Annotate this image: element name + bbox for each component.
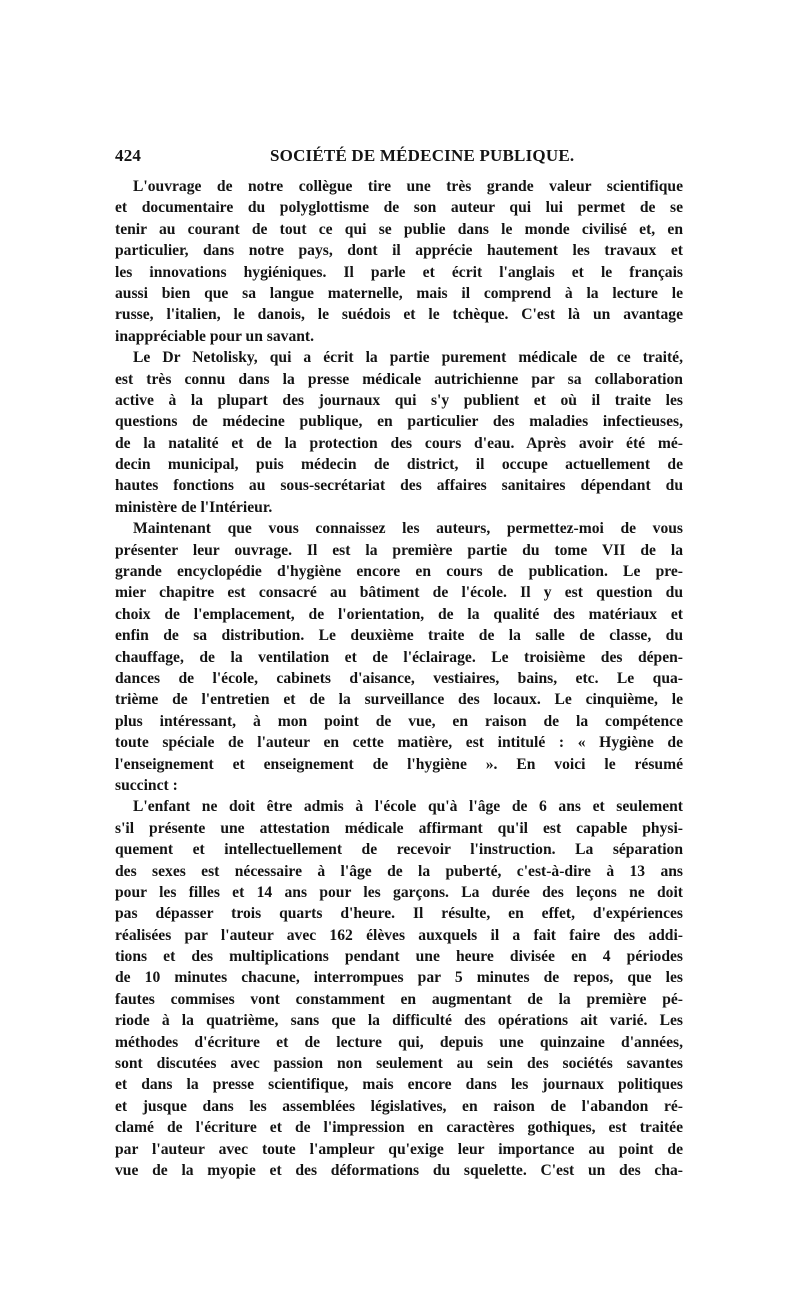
text-line: active à la plupart des journaux qui s'y publient et où il traite les bbox=[115, 391, 683, 409]
text-line: russe, l'italien, le danois, le suédois et le tchèque. C'est là un avantage bbox=[115, 306, 683, 324]
text-line: hautes fonctions au sous-secrétariat des affaires sanitaires dépendant du bbox=[115, 477, 683, 495]
text-line: et jusque dans les assemblées législatives, en raison de l'abandon ré- bbox=[115, 1097, 683, 1115]
text-line: riode à la quatrième, sans que la difficulté des opérations ait varié. Les bbox=[115, 1012, 683, 1030]
text-line: plus intéressant, à mon point de vue, en raison de la compétence bbox=[115, 712, 683, 730]
text-line: clamé de l'écriture et de l'impression en caractères gothiques, est traitée bbox=[115, 1119, 683, 1137]
text-line: L'ouvrage de notre collègue tire une très grande valeur scientifique bbox=[133, 178, 683, 195]
text-line: l'enseignement et enseignement de l'hygiène ». En voici le résumé bbox=[115, 755, 683, 773]
text-line: des sexes est nécessaire à l'âge de la puberté, c'est-à-dire à 13 ans bbox=[115, 862, 683, 880]
text-line: choix de l'emplacement, de l'orientation, de la qualité des matériaux et bbox=[115, 605, 683, 623]
text-line: sont discutées avec passion non seulement au sein des sociétés savantes bbox=[115, 1055, 683, 1073]
text-line: de 10 minutes chacune, interrompues par 5 minutes de repos, que les bbox=[115, 969, 683, 987]
text-line: vue de la myopie et des déformations du squelette. C'est un des cha- bbox=[115, 1161, 683, 1179]
text-line: chauffage, de la ventilation et de l'éclairage. Le troisième des dépen- bbox=[115, 648, 683, 666]
text-line: Le Dr Netolisky, qui a écrit la partie purement médicale de ce traité, bbox=[133, 349, 683, 367]
body-text bbox=[115, 176, 683, 1181]
text-line: trième de l'entretien et de la surveillance des locaux. Le cinquième, le bbox=[115, 691, 683, 709]
text-line: les innovations hygiéniques. Il parle et écrit l'anglais et le français bbox=[115, 263, 683, 281]
text-line: questions de médecine publique, en particulier des maladies infectieuses, bbox=[115, 413, 683, 431]
text-line: pas dépasser trois quarts d'heure. Il résulte, en effet, d'expériences bbox=[115, 905, 683, 923]
text-line: Maintenant que vous connaissez les auteurs, permettez-moi de vous bbox=[133, 520, 683, 538]
text-line: inappréciable pour un savant. bbox=[115, 327, 315, 345]
text-line: et documentaire du polyglottisme de son auteur qui lui permet de se bbox=[115, 199, 683, 217]
page-number: 424 bbox=[115, 146, 142, 165]
text-line: mier chapitre est consacré au bâtiment de l'école. Il y est question du bbox=[115, 584, 683, 602]
text-line: L'enfant ne doit être admis à l'école qu'à l'âge de 6 ans et seulement bbox=[133, 798, 683, 816]
text-line: méthodes d'écriture et de lecture qui, depuis une quinzaine d'années, bbox=[115, 1033, 683, 1051]
text-line: toute spéciale de l'auteur en cette matière, est intitulé : « Hygiène de bbox=[115, 734, 683, 752]
text-line: de la natalité et de la protection des cours d'eau. Après avoir été mé- bbox=[115, 434, 683, 452]
text-line: tenir au courant de tout ce qui se publie dans le monde civilisé et, en bbox=[115, 220, 683, 238]
running-title: SOCIÉTÉ DE MÉDECINE PUBLIQUE. bbox=[270, 146, 575, 165]
text-line: présenter leur ouvrage. Il est la première partie du tome VII de la bbox=[115, 541, 683, 559]
text-line: succinct : bbox=[115, 776, 178, 794]
text-line: par l'auteur avec toute l'ampleur qu'exige leur importance au point de bbox=[115, 1140, 683, 1158]
running-header bbox=[115, 146, 683, 170]
text-line: fautes commises vont constamment en augmentant de la première pé- bbox=[115, 990, 683, 1008]
text-line: particulier, dans notre pays, dont il apprécie hautement les travaux et bbox=[115, 242, 683, 260]
text-line: est très connu dans la presse médicale autrichienne par sa collaboration bbox=[115, 370, 683, 388]
text-line: grande encyclopédie d'hygiène encore en cours de publication. Le pre- bbox=[115, 563, 683, 581]
text-line: pour les filles et 14 ans pour les garçons. La durée des leçons ne doit bbox=[115, 883, 683, 901]
text-line: et dans la presse scientifique, mais encore dans les journaux politiques bbox=[115, 1076, 683, 1094]
text-line: quement et intellectuellement de recevoir l'instruction. La séparation bbox=[115, 841, 683, 859]
text-line: réalisées par l'auteur avec 162 élèves auxquels il a fait faire des addi- bbox=[115, 926, 683, 944]
text-line: decin municipal, puis médecin de district, il occupe actuellement de bbox=[115, 456, 683, 474]
text-line: s'il présente une attestation médicale affirmant qu'il est capable physi- bbox=[115, 819, 683, 837]
text-line: aussi bien que sa langue maternelle, mais il comprend à la lecture le bbox=[115, 284, 683, 302]
text-line: dances de l'école, cabinets d'aisance, vestiaires, bains, etc. Le qua- bbox=[115, 669, 683, 687]
text-line: ministère de l'Intérieur. bbox=[115, 498, 273, 516]
text-line: enfin de sa distribution. Le deuxième traite de la salle de classe, du bbox=[115, 627, 683, 645]
text-line: tions et des multiplications pendant une heure divisée en 4 périodes bbox=[115, 948, 683, 966]
